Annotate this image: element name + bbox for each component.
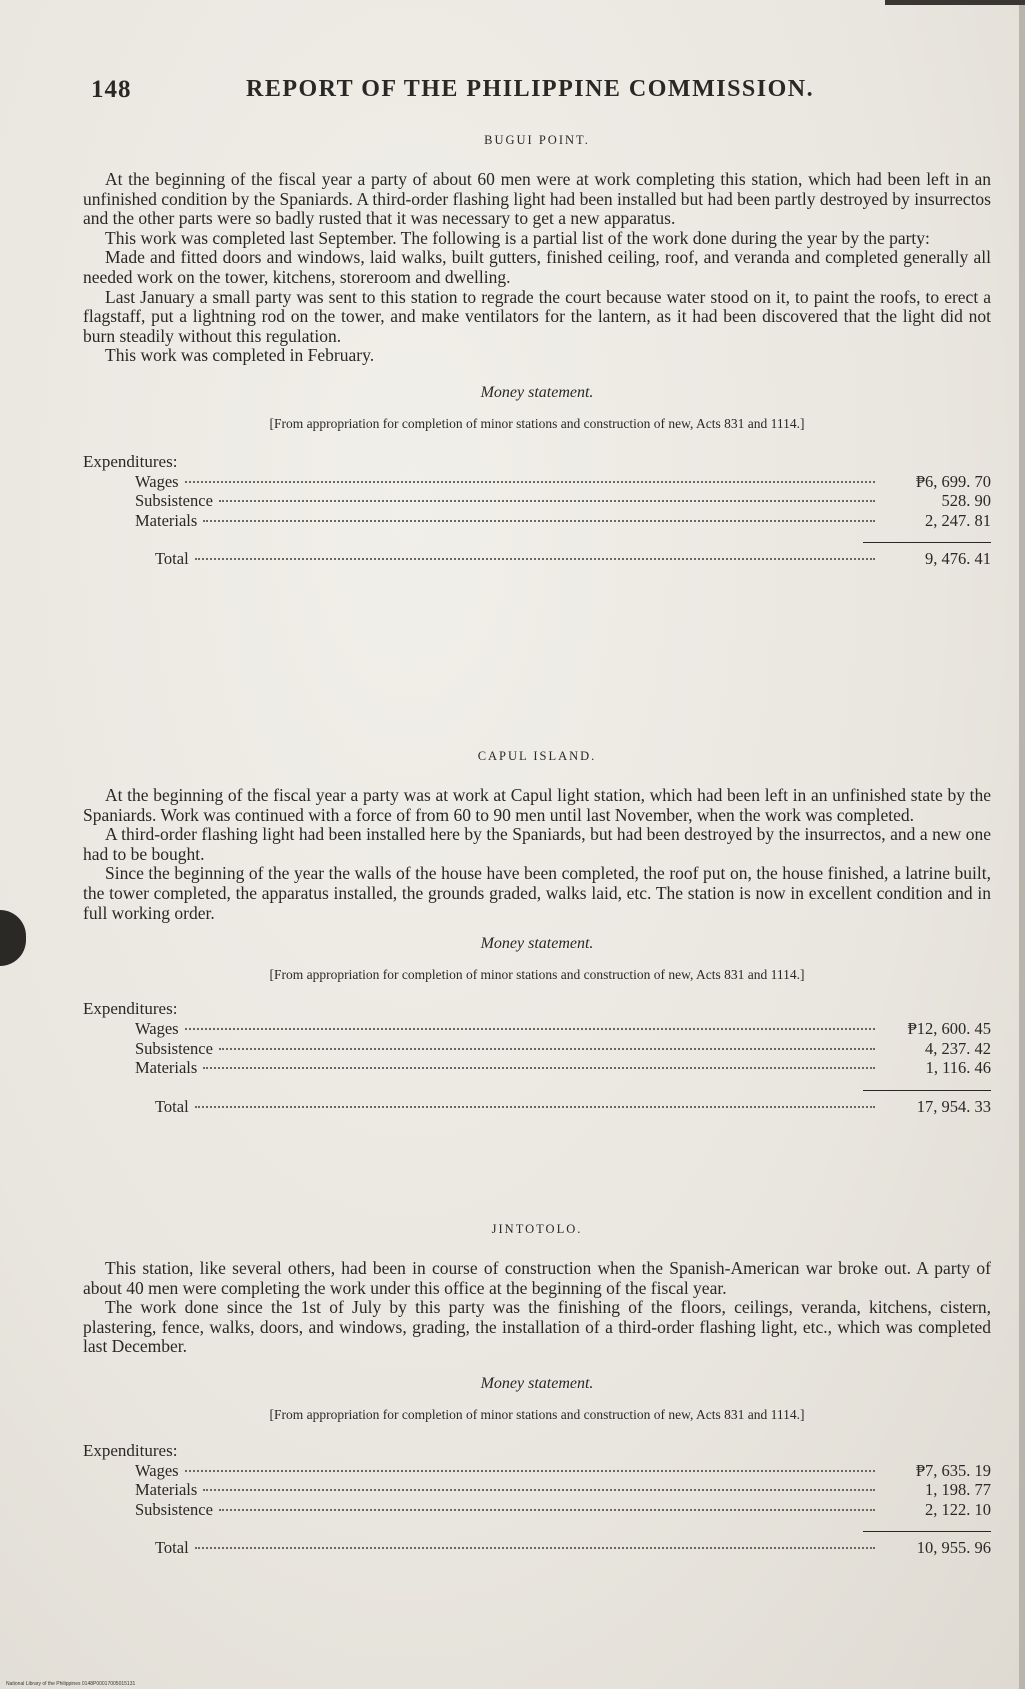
paragraph: The work done since the 1st of July by this party was the finishing of the floors, ceilings, veranda, kitchens, cistern, plastering, fence, walks, doors, and windows, grading, the installation of a third-order flashing light, etc., which was completed last December.: [83, 1297, 991, 1357]
total-amount: 9, 476. 41: [925, 549, 991, 569]
expenditure-row: [83, 472, 991, 492]
section-title: CAPUL ISLAND.: [477, 749, 597, 763]
scan-blot: [0, 910, 26, 966]
expenditures-label: Expenditures:: [83, 999, 178, 1019]
expenditure-row: [83, 1039, 991, 1059]
expenditure-row: [83, 511, 991, 531]
expenditure-row: [83, 1019, 991, 1039]
section-capul-island: [83, 749, 991, 1116]
page-edge-shadow: [1019, 0, 1025, 1689]
appropriation-source: [From appropriation for completion of minor stations and construction of new, Acts 831 and 1114.]: [269, 967, 805, 983]
dot-leader: [219, 500, 875, 502]
total-amount: 17, 954. 33: [916, 1096, 991, 1116]
total-label: Total: [155, 1096, 189, 1116]
dot-leader: [203, 1489, 875, 1491]
expenditure-label: Materials: [135, 510, 198, 530]
total-rule: [863, 1090, 991, 1091]
dot-leader: [219, 1048, 875, 1050]
expenditure-amount: ₱12, 600. 45: [907, 1019, 991, 1039]
dot-leader: [195, 1106, 875, 1108]
paragraph: Since the beginning of the year the walls of the house have been completed, the roof put on, the house finished, a latrine built, the tower completed, the apparatus installed, the grounds graded, walks laid, etc. The station is now in excellent condition and in full working order.: [83, 863, 991, 923]
expenditure-label: Materials: [135, 1480, 198, 1500]
section-title: BUGUI POINT.: [484, 133, 590, 147]
total-rule: [863, 1531, 991, 1532]
expenditure-label: Subsistence: [135, 1038, 213, 1058]
expenditures-label: Expenditures:: [83, 1440, 178, 1460]
dot-leader: [195, 1547, 875, 1549]
total-row: [83, 549, 991, 569]
expenditure-label: Subsistence: [135, 491, 213, 511]
expenditure-row: [83, 1480, 991, 1500]
total-rule: [863, 542, 991, 543]
paragraph: At the beginning of the fiscal year a party of about 60 men were at work completing this station, which had been left in an unfinished condition by the Spaniards. A third-order flashing light had been installed but had been partly destroyed by insurrectos and the other parts were so badly rusted that it was necessary to get a new apparatus.: [83, 169, 991, 229]
expenditures-label: Expenditures:: [83, 451, 178, 471]
section-jintotolo: [83, 1222, 991, 1558]
dot-leader: [185, 1028, 875, 1030]
paragraph: Last January a small party was sent to this station to regrade the court because water stood on it, to paint the roofs, to erect a flagstaff, put a lightning rod on the tower, and make ventilators for the lantern, as it had been discovered that the light did not burn steadily without this regulation.: [83, 286, 991, 346]
expenditure-row: [83, 1500, 991, 1520]
running-title: REPORT OF THE PHILIPPINE COMMISSION.: [246, 76, 815, 102]
expenditure-amount: 4, 237. 42: [925, 1038, 991, 1058]
page-top-edge: [885, 0, 1025, 5]
dot-leader: [203, 520, 875, 522]
expenditure-label: Materials: [135, 1058, 198, 1078]
expenditure-label: Wages: [135, 471, 179, 491]
expenditure-amount: 528. 90: [941, 491, 991, 511]
expenditure-amount: ₱7, 635. 19: [915, 1460, 991, 1480]
money-statement-title: Money statement.: [480, 1374, 594, 1392]
expenditure-label: Wages: [135, 1460, 179, 1480]
paragraph: This work was completed last September. The following is a partial list of the work done during the year by the party:: [105, 227, 930, 248]
dot-leader: [195, 558, 875, 560]
page-header: [91, 76, 941, 110]
paragraph: This station, like several others, had been in course of construction when the Spanish-American war broke out. A party of about 40 men were completing the work under this office at the beginning of the fiscal year.: [83, 1258, 991, 1298]
total-label: Total: [155, 549, 189, 569]
expenditure-amount: 1, 116. 46: [925, 1058, 991, 1078]
appropriation-source: [From appropriation for completion of minor stations and construction of new, Acts 831 and 1114.]: [269, 415, 805, 431]
scan-footer: National Library of the Philippines 0148P00017005015131: [6, 1681, 136, 1687]
money-statement-title: Money statement.: [480, 383, 594, 401]
money-statement-title: Money statement.: [480, 935, 594, 953]
paragraph: At the beginning of the fiscal year a party was at work at Capul light station, which had been left in an unfinished state by the Spaniards. Work was continued with a force of from 60 to 90 men until last November, when the work was completed.: [83, 785, 991, 825]
dot-leader: [185, 481, 875, 483]
paragraph: Made and fitted doors and windows, laid walks, built gutters, finished ceiling, roof, and veranda and completed generally all needed work on the tower, kitchens, storeroom and dwelling.: [83, 247, 991, 287]
expenditure-label: Subsistence: [135, 1499, 213, 1519]
expenditure-amount: 2, 247. 81: [925, 510, 991, 530]
expenditure-amount: 2, 122. 10: [925, 1499, 991, 1519]
total-row: [83, 1538, 991, 1558]
section-title: JINTOTOLO.: [491, 1222, 583, 1236]
paragraph: A third-order flashing light had been installed here by the Spaniards, but had been destroyed by the insurrectos, and a new one had to be bought.: [83, 824, 991, 864]
expenditure-amount: ₱6, 699. 70: [915, 471, 991, 491]
appropriation-source: [From appropriation for completion of minor stations and construction of new, Acts 831 and 1114.]: [269, 1406, 805, 1422]
page-number: 148: [91, 76, 132, 103]
dot-leader: [185, 1470, 875, 1472]
section-bugui-point: [83, 133, 991, 569]
expenditure-label: Wages: [135, 1019, 179, 1039]
expenditure-amount: 1, 198. 77: [925, 1480, 991, 1500]
dot-leader: [203, 1067, 875, 1069]
total-row: [83, 1097, 991, 1117]
dot-leader: [219, 1509, 875, 1511]
expenditure-row: [83, 1461, 991, 1481]
expenditure-row: [83, 491, 991, 511]
total-amount: 10, 955. 96: [916, 1538, 991, 1558]
expenditure-row: [83, 1058, 991, 1078]
paragraph: This work was completed in February.: [105, 345, 375, 366]
total-label: Total: [155, 1538, 189, 1558]
